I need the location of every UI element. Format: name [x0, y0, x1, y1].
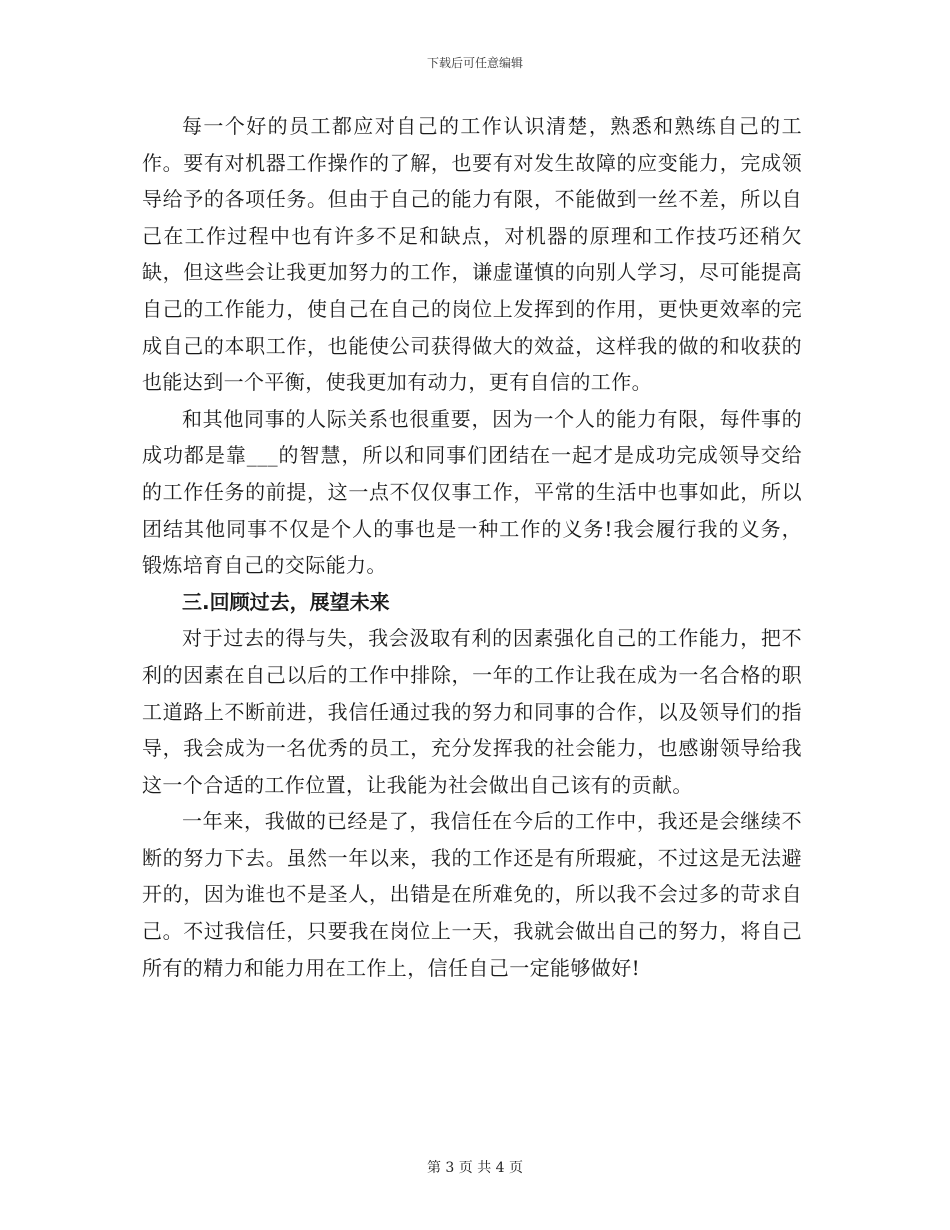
paragraph-colleague-relations: 和其他同事的人际关系也很重要，因为一个人的能力有限，每件事的成功都是靠___的智慧，所以和同事们团结在一起才是成功完成领导交给的工作任务的前提，这一点不仅仅事工作，平常的生活中也事如此，所以团结其他同事不仅是个人的事也是一种工作的义务!我会履行我的义务，锻炼培育自己的交际能力。 [142, 406, 802, 578]
paragraph-year-review: 一年来，我做的已经是了，我信任在今后的工作中，我还是会继续不断的努力下去。虽然一年以来，我的工作还是有所瑕疵，不过这是无法避开的，因为谁也不是圣人，出错是在所难免的，所以我不会过多的苛求自己。不过我信任，只要我在岗位上一天，我就会做出自己的努力，将自己所有的精力和能力用在工作上，信任自己一定能够做好! [142, 809, 802, 980]
document-body [142, 108, 802, 986]
section-heading: 三.回顾过去，展望未来 [182, 589, 390, 614]
paragraph-work-knowledge: 每一个好的员工都应对自己的工作认识清楚，熟悉和熟练自己的工作。要有对机器工作操作的了解，也要有对发生故障的应变能力，完成领导给予的各项任务。但由于自己的能力有限，不能做到一丝不差，所以自己在工作过程中也有许多不足和缺点，对机器的原理和工作技巧还稍欠缺，但这些会让我更加努力的工作，谦虚谨慎的向别人学习，尽可能提高自己的工作能力，使自己在自己的岗位上发挥到的作用，更快更效率的完成自己的本职工作，也能使公司获得做大的效益，这样我的做的和收获的也能达到一个平衡，使我更加有动力，更有自信的工作。 [142, 114, 802, 395]
page-header-note: 下载后可任意编辑 [426, 56, 523, 70]
page-number-footer: 第 3 页 共 4 页 [426, 1160, 524, 1176]
paragraph-past-gains: 对于过去的得与失，我会汲取有利的因素强化自己的工作能力，把不利的因素在自己以后的工作中排除，一年的工作让我在成为一名合格的职工道路上不断前进，我信任通过我的努力和同事的合作，以及领导们的指导，我会成为一名优秀的员工，充分发挥我的社会能力，也感谢领导给我这一个合适的工作位置，让我能为社会做出自己该有的贡献。 [142, 626, 802, 797]
